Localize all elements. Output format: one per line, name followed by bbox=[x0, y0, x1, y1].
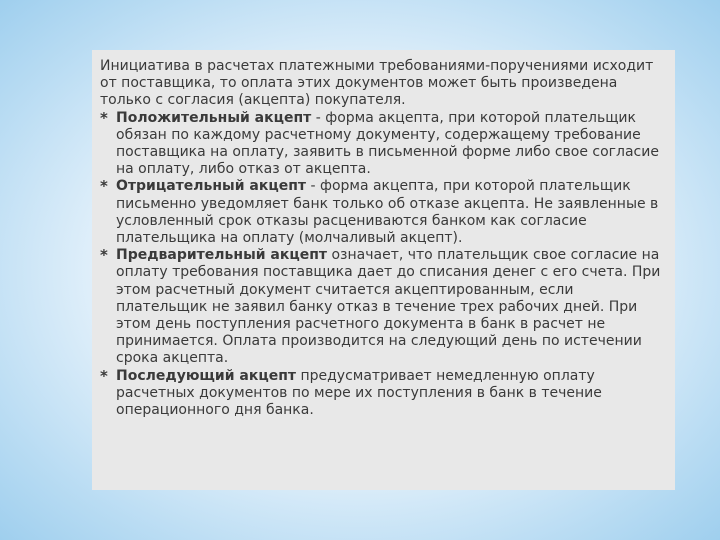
bullet-marker: * bbox=[100, 177, 108, 196]
term-label: Предварительный акцепт bbox=[116, 247, 328, 264]
term-definition: - форма акцепта, при которой плательщик обязан по каждому расчетному документу, содержащему требование поставщика на оплату, заявить в письменной форме либо свое согласие на оплату, либо отказ от акцепта. bbox=[116, 109, 659, 178]
term-definition: - форма акцепта, при которой плательщик письменно уведомляет банк только об отказе акцепта. Не заявленные в условленный срок отказы расцениваются банком как согласие плательщика на оплату (молчаливый акцепт). bbox=[116, 178, 659, 247]
bullet-item-positive bbox=[100, 110, 668, 179]
bullet-item-subsequent bbox=[100, 368, 668, 420]
term-label: Положительный акцепт bbox=[116, 109, 312, 126]
bullet-marker: * bbox=[100, 108, 108, 127]
intro-paragraph: Инициатива в расчетах платежными требованиями-поручениями исходит от поставщика, то оплата этих документов может быть произведена только с согласия (акцепта) покупателя. bbox=[100, 58, 654, 109]
bullet-item-negative bbox=[100, 178, 668, 247]
bullet-item-preliminary bbox=[100, 247, 668, 367]
term-definition: означает, что плательщик свое согласие на оплату требования поставщика дает до списания денег с его счета. При этом расчетный документ считается акцептированным, если плательщик не заявил банку отказ в течение трех рабочих дней. При этом день поступления расчетного документа в банк в расчет не принимается. Оплата производится на следующий день по истечении срока акцепта. bbox=[116, 247, 661, 367]
bullet-marker: * bbox=[100, 246, 108, 265]
term-label: Отрицательный акцепт bbox=[116, 178, 307, 195]
term-label: Последующий акцепт bbox=[116, 367, 297, 384]
bullet-marker: * bbox=[100, 366, 108, 385]
term-definition: предусматривает немедленную оплату расчетных документов по мере их поступления в банк в течение операционного дня банка. bbox=[116, 367, 602, 419]
slide-content bbox=[100, 58, 668, 419]
